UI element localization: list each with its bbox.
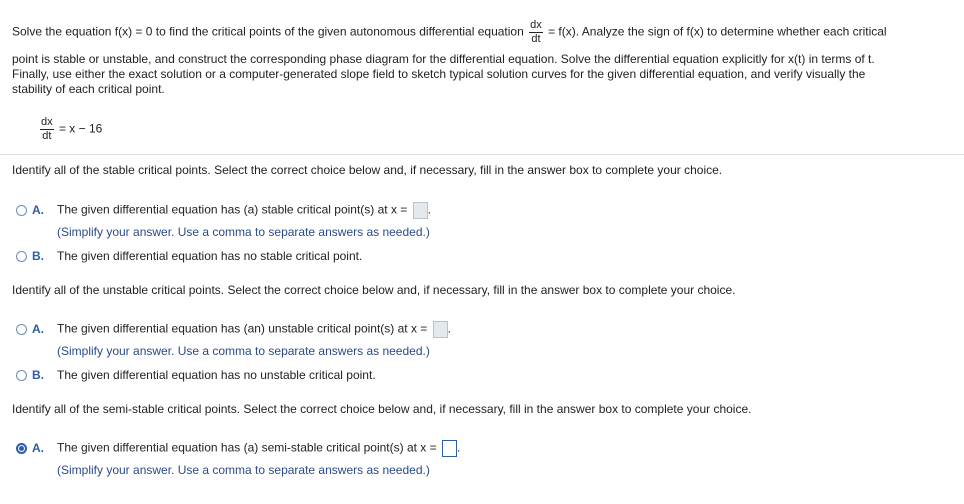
problem-text-post: = f(x). Analyze the sign of f(x) to determine whether each critical xyxy=(548,24,887,39)
q2-option-a-label: The given differential equation has (an) unstable critical point(s) at x = xyxy=(57,321,428,336)
q2-option-a-letter: A. xyxy=(32,322,44,336)
q3-option-a-radio[interactable] xyxy=(16,443,27,454)
equation-rhs: = x − 16 xyxy=(58,121,103,136)
q1-option-a-hint: (Simplify your answer. Use a comma to separate answers as needed.) xyxy=(57,225,430,239)
problem-line-2: point is stable or unstable, and construct the corresponding phase diagram for the differential equation. Solve the differential equation explicitly for x(t) in terms of t. xyxy=(12,52,875,66)
equation-fraction xyxy=(40,117,54,142)
q1-option-a-text xyxy=(57,202,431,219)
q2-option-b-radio[interactable] xyxy=(16,370,27,381)
q2-option-a-text xyxy=(57,321,451,338)
q3-answer-period: . xyxy=(456,440,461,455)
q3-option-a-hint: (Simplify your answer. Use a comma to separate answers as needed.) xyxy=(57,463,430,477)
q1-option-b-text: The given differential equation has no stable critical point. xyxy=(57,249,363,263)
question-2-prompt: Identify all of the unstable critical points. Select the correct choice below and, if necessary, fill in the answer box to complete your choice. xyxy=(12,283,736,297)
problem-text-pre: Solve the equation f(x) = 0 to find the critical points of the given autonomous differential equation xyxy=(12,24,524,39)
fraction-denominator: dt xyxy=(531,33,541,45)
q1-option-a-label: The given differential equation has (a) stable critical point(s) at x = xyxy=(57,202,408,217)
q2-answer-box[interactable] xyxy=(433,321,448,338)
problem-line-4: stability of each critical point. xyxy=(12,82,165,96)
q3-option-a-text xyxy=(57,440,460,457)
derivative-fraction xyxy=(529,20,543,45)
q2-option-b-text: The given differential equation has no unstable critical point. xyxy=(57,368,376,382)
q1-answer-period: . xyxy=(427,202,431,217)
problem-line-3: Finally, use either the exact solution or a computer-generated slope field to sketch typical solution curves for the given differential equation, and verify visually the xyxy=(12,67,866,81)
q2-option-a-radio[interactable] xyxy=(16,324,27,335)
divider xyxy=(0,154,964,155)
q2-option-a-hint: (Simplify your answer. Use a comma to separate answers as needed.) xyxy=(57,344,430,358)
equation-numerator: dx xyxy=(41,116,53,128)
q2-answer-period: . xyxy=(447,321,452,336)
q3-option-a-letter: A. xyxy=(32,441,44,455)
question-3-prompt: Identify all of the semi-stable critical points. Select the correct choice below and, if necessary, fill in the answer box to complete your choice. xyxy=(12,402,752,416)
q1-answer-box[interactable] xyxy=(413,202,428,219)
q1-option-a-letter: A. xyxy=(32,203,44,217)
q2-option-b-letter: B. xyxy=(32,368,44,382)
q3-option-a-label: The given differential equation has (a) semi-stable critical point(s) at x = xyxy=(57,440,437,455)
problem-line-1 xyxy=(12,20,887,45)
q1-option-b-radio[interactable] xyxy=(16,251,27,262)
fraction-numerator: dx xyxy=(530,19,542,31)
q1-option-b-letter: B. xyxy=(32,249,44,263)
q3-answer-box[interactable] xyxy=(442,440,457,457)
equation-denominator: dt xyxy=(42,130,52,142)
q1-option-a-radio[interactable] xyxy=(16,205,27,216)
question-1-prompt: Identify all of the stable critical points. Select the correct choice below and, if necessary, fill in the answer box to complete your choice. xyxy=(12,163,723,177)
given-equation xyxy=(38,117,102,142)
